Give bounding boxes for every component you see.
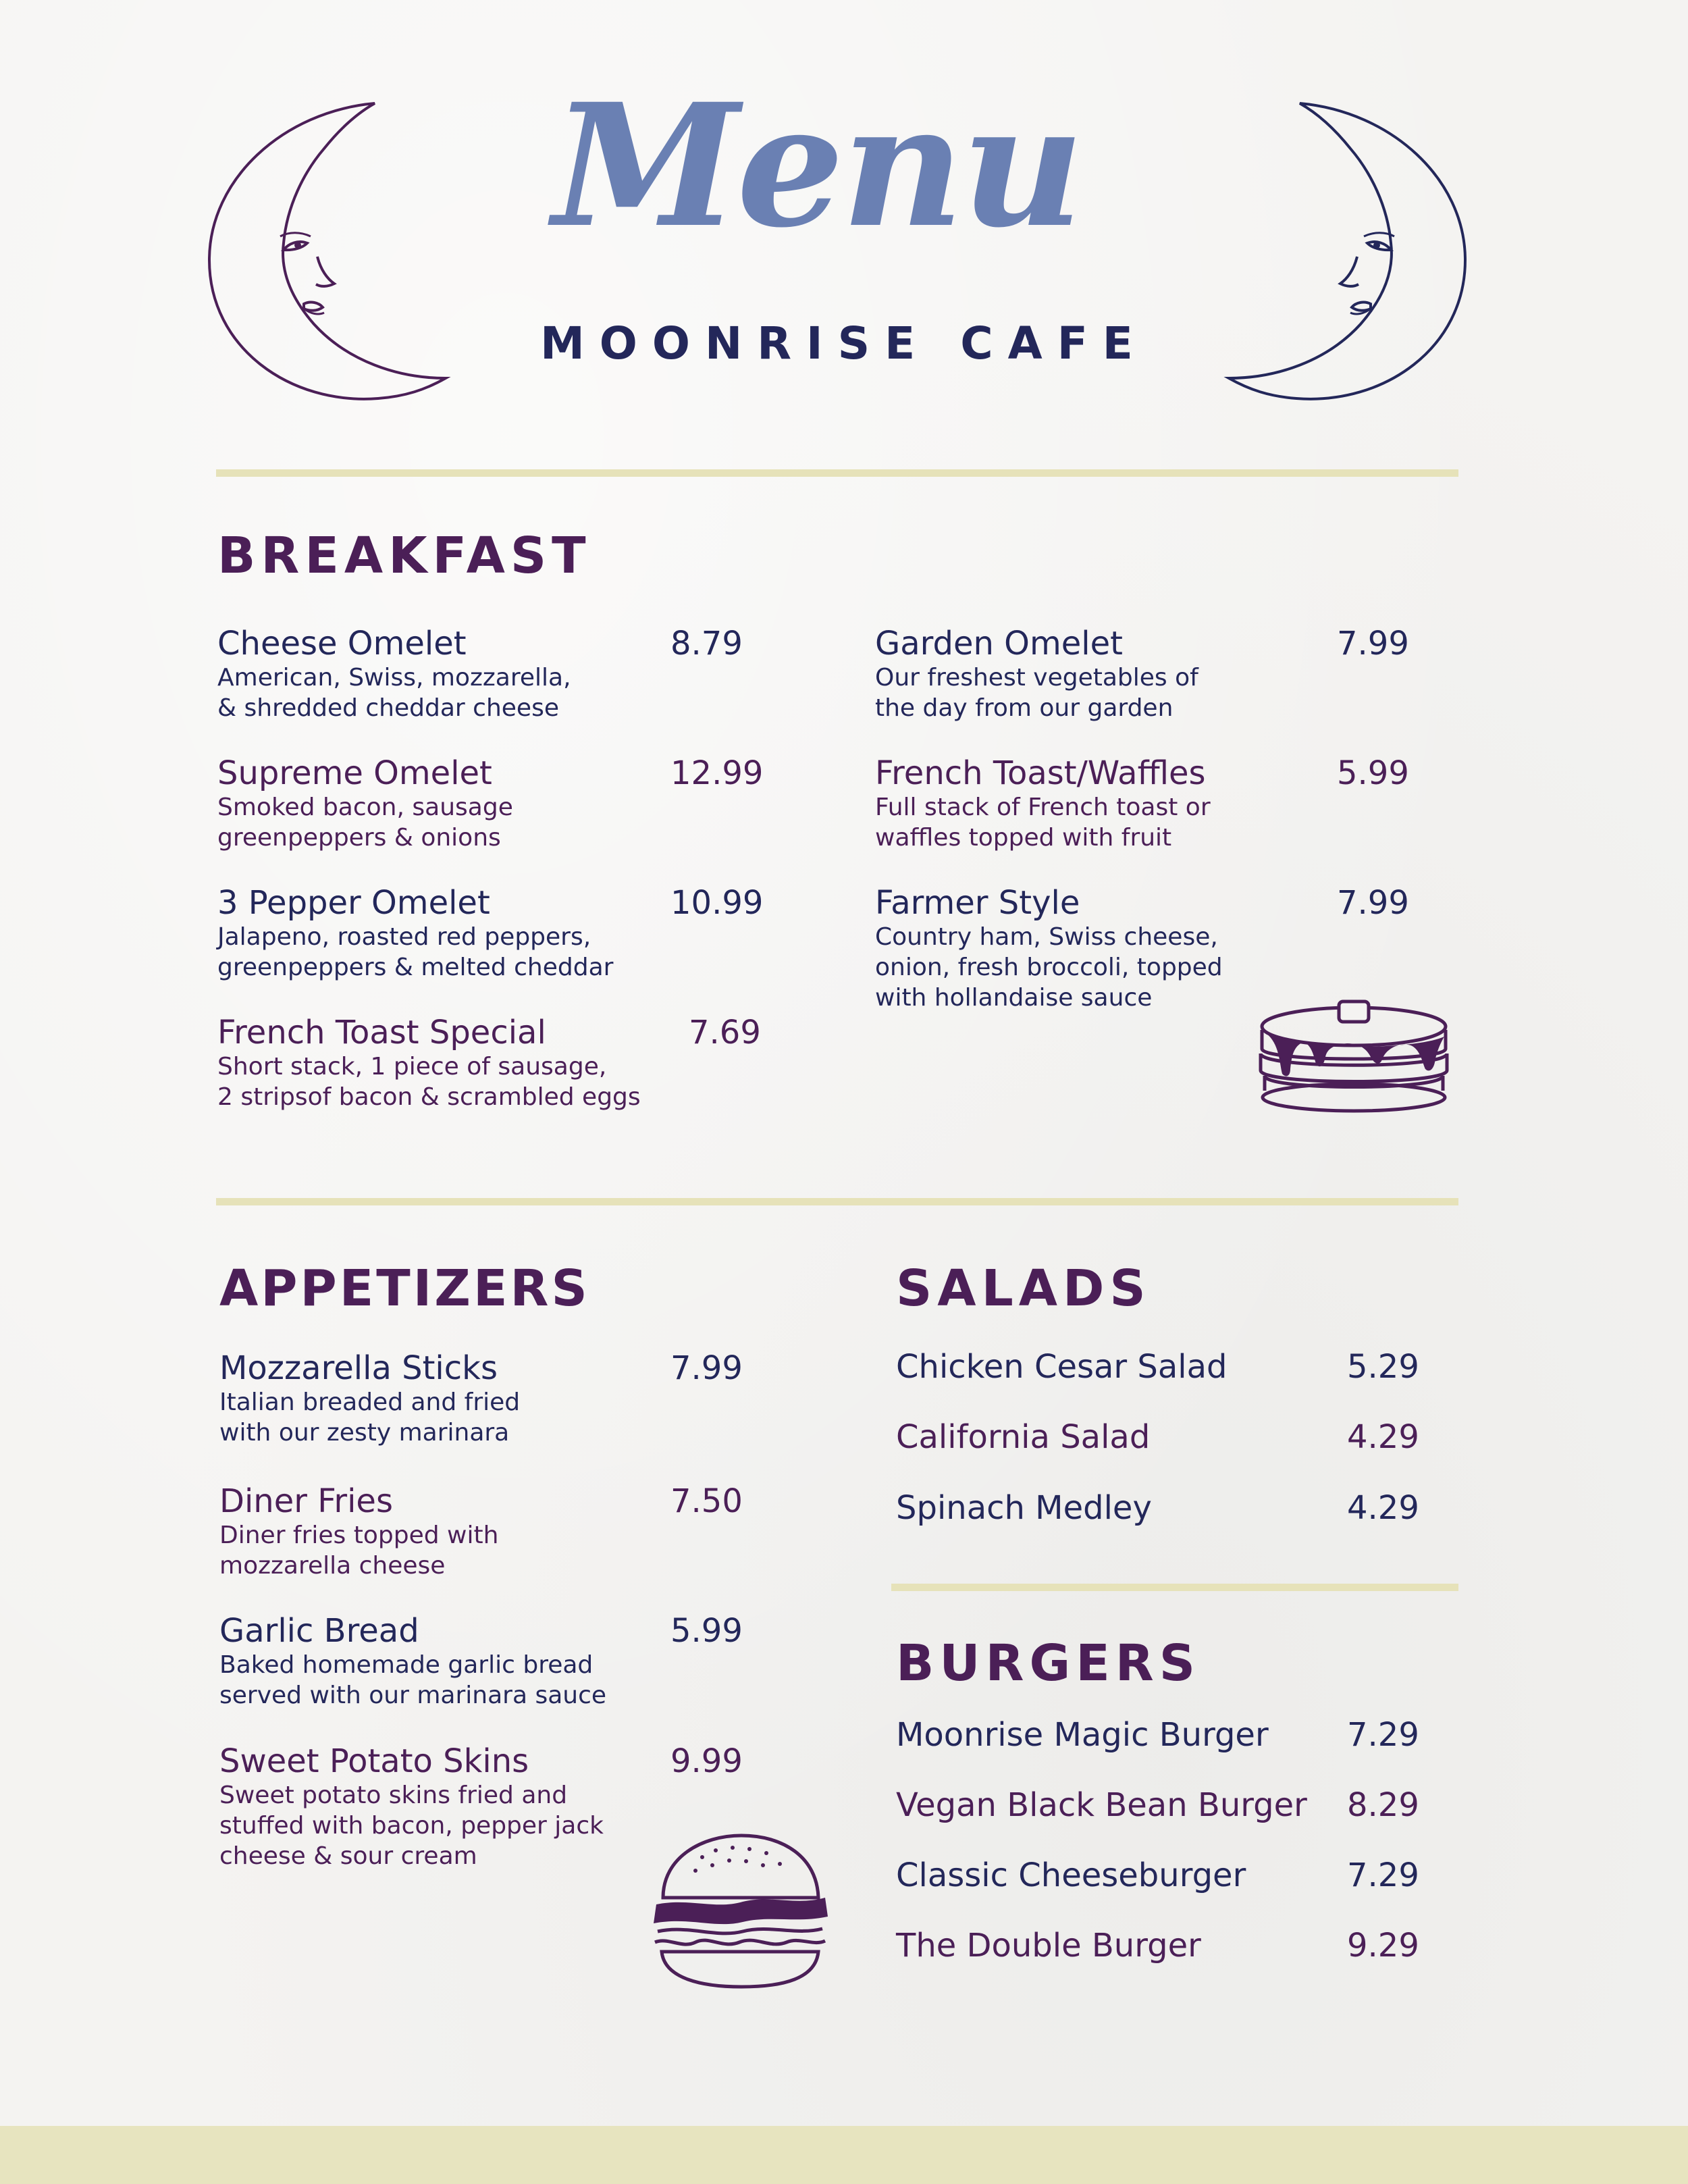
- item-name: Spinach Medley: [896, 1489, 1152, 1527]
- burger-icon: [648, 1830, 830, 1992]
- item-name: Vegan Black Bean Burger: [896, 1786, 1307, 1824]
- menu-item-supreme-omelet: [217, 754, 513, 853]
- item-description: with hollandaise sauce: [875, 984, 1153, 1012]
- item-name: Chicken Cesar Salad: [896, 1348, 1228, 1386]
- item-description: with our zesty marinara: [219, 1419, 510, 1447]
- item-name: French Toast/Waffles: [875, 754, 1206, 792]
- item-price: 4.29: [1347, 1489, 1419, 1527]
- item-description: Smoked bacon, sausage: [217, 794, 513, 821]
- item-price: 7.99: [1337, 884, 1409, 922]
- item-price: 8.29: [1347, 1786, 1419, 1824]
- menu-item-spinach-medley: [896, 1489, 1152, 1527]
- pancake-stack-icon: [1252, 989, 1455, 1114]
- menu-item-garlic-bread: [219, 1612, 606, 1711]
- item-price: 7.69: [689, 1014, 761, 1051]
- item-description: onion, fresh broccoli, topped: [875, 954, 1223, 981]
- divider-middle: [216, 1198, 1458, 1205]
- menu-item-the-double-burger: [896, 1927, 1201, 1965]
- appetizers-title: APPETIZERS: [219, 1259, 590, 1318]
- item-description: & shredded cheddar cheese: [217, 694, 559, 722]
- menu-item-chicken-cesar-salad: [896, 1348, 1228, 1386]
- divider-top: [216, 469, 1458, 477]
- burgers-title: BURGERS: [896, 1634, 1201, 1692]
- menu-item-farmer-style: [875, 884, 1223, 1013]
- item-description: Italian breaded and fried: [219, 1388, 521, 1416]
- salads-title: SALADS: [896, 1259, 1151, 1318]
- item-name: Farmer Style: [875, 884, 1080, 922]
- item-price: 7.29: [1347, 1716, 1419, 1754]
- item-price: 9.29: [1347, 1927, 1419, 1965]
- item-description: served with our marinara sauce: [219, 1682, 607, 1709]
- item-description: Jalapeno, roasted red peppers,: [217, 923, 591, 951]
- item-description: Diner fries topped with: [219, 1522, 499, 1549]
- item-description: Full stack of French toast or: [875, 794, 1211, 821]
- item-name: Supreme Omelet: [217, 754, 492, 792]
- item-price: 12.99: [670, 754, 764, 792]
- item-name: Cheese Omelet: [217, 625, 467, 662]
- item-description: greenpeppers & melted cheddar: [217, 954, 614, 981]
- item-description: waffles topped with fruit: [875, 824, 1172, 852]
- menu-item-classic-cheeseburger: [896, 1856, 1246, 1894]
- menu-item-cheese-omelet: [217, 625, 571, 723]
- menu-item-sweet-potato-skins: [219, 1742, 604, 1871]
- item-name: Diner Fries: [219, 1482, 393, 1520]
- item-name: 3 Pepper Omelet: [217, 884, 490, 922]
- menu-item-vegan-black-bean-burger: [896, 1786, 1307, 1824]
- breakfast-title: BREAKFAST: [217, 527, 591, 585]
- menu-item-mozzarella-sticks: [219, 1349, 520, 1448]
- item-price: 10.99: [670, 884, 764, 922]
- menu-item-diner-fries: [219, 1482, 498, 1581]
- item-description: Sweet potato skins fried and: [219, 1782, 568, 1809]
- menu-title: Menu: [552, 66, 1082, 265]
- item-name: Sweet Potato Skins: [219, 1742, 529, 1780]
- item-price: 5.99: [670, 1612, 743, 1650]
- item-name: French Toast Special: [217, 1014, 546, 1051]
- item-price: 9.99: [670, 1742, 743, 1780]
- item-description: cheese & sour cream: [219, 1842, 477, 1870]
- item-description: 2 stripsof bacon & scrambled eggs: [217, 1083, 641, 1111]
- item-name: California Salad: [896, 1418, 1151, 1456]
- item-description: the day from our garden: [875, 694, 1173, 722]
- item-price: 7.50: [670, 1482, 743, 1520]
- item-description: Short stack, 1 piece of sausage,: [217, 1053, 607, 1081]
- item-name: Moonrise Magic Burger: [896, 1716, 1269, 1754]
- crescent-moon-right-icon: [1215, 98, 1472, 409]
- menu-item-moonrise-magic-burger: [896, 1716, 1269, 1754]
- item-name: Mozzarella Sticks: [219, 1349, 498, 1387]
- item-description: Our freshest vegetables of: [875, 664, 1198, 692]
- item-description: Baked homemade garlic bread: [219, 1651, 594, 1679]
- item-price: 4.29: [1347, 1418, 1419, 1456]
- cafe-name: MOONRISE CAFE: [540, 317, 1148, 369]
- item-name: The Double Burger: [896, 1927, 1201, 1965]
- item-name: Classic Cheeseburger: [896, 1856, 1246, 1894]
- item-price: 7.99: [1337, 625, 1409, 662]
- item-name: Garlic Bread: [219, 1612, 419, 1650]
- item-price: 8.79: [670, 625, 743, 662]
- menu-item-french-toast-special: [217, 1014, 641, 1112]
- item-price: 7.99: [670, 1349, 743, 1387]
- item-description: Country ham, Swiss cheese,: [875, 923, 1218, 951]
- menu-item-garden-omelet: [875, 625, 1198, 723]
- item-description: stuffed with bacon, pepper jack: [219, 1812, 604, 1840]
- menu-item-california-salad: [896, 1418, 1150, 1456]
- menu-item-french-toast-waffles: [875, 754, 1211, 853]
- item-price: 5.29: [1347, 1348, 1419, 1386]
- bottom-band: [0, 2126, 1688, 2184]
- crescent-moon-left-icon: [203, 98, 459, 409]
- item-name: Garden Omelet: [875, 625, 1123, 662]
- item-description: American, Swiss, mozzarella,: [217, 664, 571, 692]
- item-price: 7.29: [1347, 1856, 1419, 1894]
- item-description: greenpeppers & onions: [217, 824, 501, 852]
- menu-item-3-pepper-omelet: [217, 884, 613, 983]
- divider-salads-burgers: [891, 1584, 1458, 1591]
- item-price: 5.99: [1337, 754, 1409, 792]
- item-description: mozzarella cheese: [219, 1552, 446, 1580]
